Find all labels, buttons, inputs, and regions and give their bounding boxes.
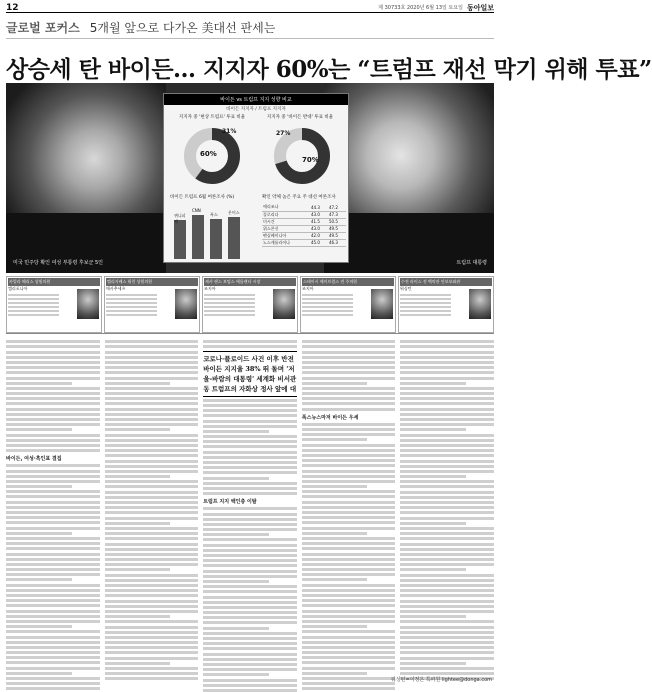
- donut-right-other: 27%: [276, 130, 291, 137]
- table-cell: 위스콘신: [262, 225, 310, 232]
- donut-right: [272, 126, 332, 186]
- article-column: [400, 338, 494, 678]
- byline: 워싱턴=이정은 특파원 lightee@donga.com: [391, 677, 492, 683]
- vp-candidate-name: 카멀라 해리스 상원의원: [8, 278, 100, 286]
- vp-candidate-name: 케샤 랜스 보텀스 애틀랜타 시장: [204, 278, 296, 286]
- table-cell: 노스캐롤라이나: [262, 239, 310, 246]
- vp-candidate-card: [398, 276, 494, 333]
- page-number: 12: [6, 2, 19, 13]
- vp-candidate-name: 스테이시 에이브럼스 전 주의원: [302, 278, 394, 286]
- table-cell: 43.0: [310, 225, 328, 232]
- vp-candidate-card: [6, 276, 102, 333]
- poll-bar: [210, 212, 222, 259]
- vp-candidate-note: 조지아: [204, 286, 216, 291]
- table-cell: 47.3: [328, 211, 346, 218]
- poll-bar-label: 폭스: [210, 212, 218, 217]
- left-photo-caption: 미국 민주당 확인 여성 부통령 후보군 5인: [10, 258, 106, 267]
- vp-candidate-note: 워싱턴: [400, 286, 412, 291]
- section-header: [6, 17, 494, 39]
- biden-photo: [6, 83, 166, 273]
- vp-candidate-card: [202, 276, 298, 333]
- vp-candidates-strip: [6, 276, 494, 334]
- vp-candidate-note: 조지아: [302, 286, 314, 291]
- subhead: 바이든, 여성·흑인표 결집: [6, 456, 62, 463]
- article-column: [302, 338, 396, 678]
- subhead: 트럼프 지지 백인층 이탈: [203, 499, 257, 506]
- donut-right-main: 70%: [302, 156, 319, 164]
- table-row: [262, 225, 346, 232]
- table-cell: 49.5: [328, 225, 346, 232]
- table-cell: 44.3: [310, 204, 328, 211]
- vp-candidate-card: [104, 276, 200, 333]
- left-heading: 지지자 중 '현상 트럼프' 투표 비율: [178, 115, 246, 120]
- state-poll-table: [262, 204, 346, 247]
- poll-bars: [174, 204, 254, 259]
- infographic-subtitle: 바이든 지지자 / 트럼프 지지자: [226, 107, 286, 112]
- donut-left-other: 31%: [222, 128, 237, 135]
- vp-candidate-name: 엘리자베스 워런 상원의원: [106, 278, 198, 286]
- trump-photo: [324, 83, 494, 273]
- table-cell: 49.5: [328, 232, 346, 239]
- vp-candidate-photo: [273, 289, 295, 319]
- table-title: 확인 약체 높은 주요 주 대선 여론조사: [262, 195, 336, 200]
- section-subtitle: 5개월 앞으로 다가온 美대선 판세는: [89, 21, 276, 35]
- vp-candidate-name: 수전 라이스 전 백악관 안보보좌관: [400, 278, 492, 286]
- table-cell: 미시간: [262, 218, 310, 225]
- photo-graphic-area: [6, 83, 494, 273]
- vp-candidate-note: 매사추세츠: [106, 286, 126, 291]
- subhead: 폭스뉴스마저 바이든 우세: [301, 414, 359, 421]
- poll-bar-label: 퀴니피액: [174, 212, 186, 224]
- article-column: [6, 338, 100, 678]
- poll-bar-label: CNN: [192, 208, 201, 213]
- vp-candidate-card: [300, 276, 396, 333]
- table-cell: 41.5: [310, 218, 328, 225]
- brand-logo[interactable]: 동아일보: [466, 3, 494, 12]
- section-kicker: 글로벌 포커스: [6, 21, 80, 35]
- table-cell: 46.3: [328, 239, 346, 246]
- table-row: [262, 218, 346, 225]
- article-column: [203, 338, 297, 678]
- table-row: [262, 239, 346, 246]
- table-cell: 플로리다: [262, 211, 310, 218]
- table-cell: 42.0: [310, 232, 328, 239]
- table-cell: 47.2: [328, 204, 346, 211]
- donut-left: [182, 126, 242, 186]
- table-cell: 43.0: [310, 211, 328, 218]
- table-cell: 45.0: [310, 239, 328, 246]
- vp-candidate-note: 캘리포니아: [8, 286, 28, 291]
- poll-bar: [192, 208, 204, 259]
- vp-candidate-photo: [175, 289, 197, 319]
- headline: 상승세 탄 바이든… 지지자 60%는 “트럼프 재선 막기 위해 투표”: [6, 56, 652, 83]
- infographic-title: 바이든 vs 트럼프 지지 성향 비교: [164, 94, 348, 105]
- table-cell: 펜실베이니아: [262, 232, 310, 239]
- poll-bar-label: 몬머스: [228, 209, 240, 215]
- table-row: [262, 211, 346, 218]
- poll-bar: [174, 212, 186, 259]
- masthead: [6, 3, 494, 13]
- vp-candidate-photo: [77, 289, 99, 319]
- poll-bar: [228, 209, 240, 259]
- table-cell: 50.5: [328, 218, 346, 225]
- article-column: [105, 338, 199, 678]
- edition-info: 제 30733호 2020년 6월 13일 토요일: [378, 5, 463, 11]
- pull-quote: 코로나·플로이드 사건 이후 반전 바이든 지지율 38% 뛰 돌며 '저울-바람의 대통령' 세계화 비서관 동 트럼프의 자화상 정사 앞에 대: [203, 351, 297, 397]
- table-row: [262, 204, 346, 211]
- table-row: [262, 232, 346, 239]
- vp-candidate-photo: [469, 289, 491, 319]
- right-photo-caption: 트럼프 대통령: [453, 258, 490, 267]
- vp-candidate-photo: [371, 289, 393, 319]
- comparison-infographic: [163, 93, 349, 263]
- right-heading: 지지자 중 '바이든 반대' 투표 비율: [266, 115, 334, 120]
- bars-title: 바이든 트럼프 6월 여론조사 (%): [170, 195, 235, 200]
- table-cell: 애리조나: [262, 204, 310, 211]
- article-body: [6, 338, 494, 678]
- donut-left-main: 60%: [200, 150, 217, 158]
